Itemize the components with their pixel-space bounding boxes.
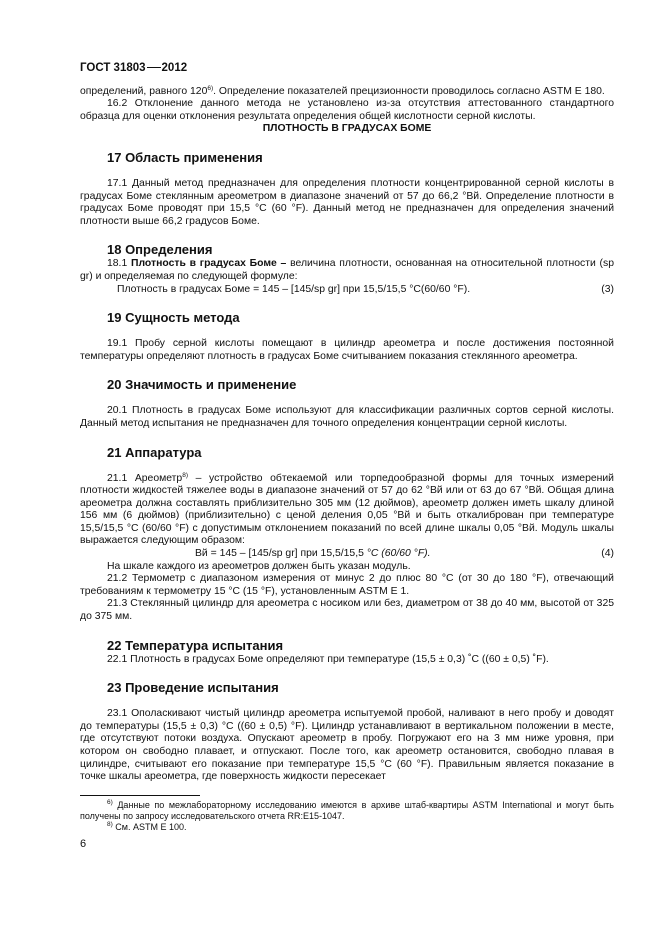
formula-4-text: Вй = 145 – [145/sp gr] при 15,5/15,5 °С (60/60 °F). [195, 548, 431, 560]
paragraph-20-1: 20.1 Плотность в градусах Боме используют для классификации различных сортов серной кислоты. Данный метод испытания не предназначен для точного определения концентрации серной кислоты. [80, 405, 614, 429]
footnote-divider [80, 795, 200, 796]
paragraph-17-1: 17.1 Данный метод предназначен для определения плотности концентрированной серной кислоты в градусах Боме стеклянным ареометром в диапазоне значений от 57 до 66,2 °Вй. Определение плотности в градусах Боме проводят при 15,5 °С (60 °F). Данный метод не предназначен для определения значений плотности выше 66,2 градусов Боме. [80, 177, 614, 227]
continued-paragraph: определений, равного 120$^{6)}$. Определение показателей прецизионности проводилось согласно ASTM E 180. [80, 84, 605, 97]
term-baume-density: Плотность в градусах Боме – [130, 258, 287, 270]
paragraph-18-1: 18.1 Плотность в градусах Боме – величина плотности, основанная на относительной плотности (sp gr) и определяемая по следующей формуле: [80, 258, 614, 282]
heading-23: 23 Проведение испытания [107, 680, 279, 696]
paragraph-21-2: 21.2 Термометр с диапазоном измерения от минус 2 до плюс 80 °С (от 30 до 180 °F), отвечающий требованиям к термометру 15 °С (15 °F), установленным ASTM E 1. [80, 573, 614, 597]
heading-17: 17 Область применения [107, 149, 263, 165]
footnote-8: $^{8)}$ См. ASTM E 100. [107, 820, 187, 832]
formula-4 [80, 548, 614, 561]
standard-number: ГОСТ 31803 [80, 62, 146, 74]
paragraph-22-1: 22.1 Плотность в градусах Боме определяют при температуре (15,5 ± 0,3) ˚С ((60 ± 0,5) ˚F). [107, 653, 549, 665]
paragraph-23-1: 23.1 Ополаскивают чистый цилиндр ареометра испытуемой пробой, наливают в него пробу и доводят до температуры (15,5 ± 0,3) °С ((60 ± 0,5) °F). Цилиндр устанавливают в вертикальном положении в месте, где отсутствуют потоки воздуха. Опускают ареометр в пробу. Погружают его на 3 мм ниже уровня, при котором он свободно плавает, и отпускают. После того, как ареометр остановится, свободно плавая в цилиндре, считывают его показание при температуре 15,5 °С (60 °F). Правильным является показание в точке шкалы ареометра, где поверхность жидкости пересекает [80, 708, 614, 783]
formula-3-number: (3) [601, 283, 614, 295]
heading-20: 20 Значимость и применение [107, 377, 297, 393]
footnote-ref-6: 6) [207, 84, 214, 92]
paragraph-19-1: 19.1 Пробу серной кислоты помещают в цилиндр ареометра и после достижения постоянной температуры определяют плотность в градусах Боме считыванием показания стеклянного ареометра. [80, 338, 614, 362]
page-number: 6 [80, 837, 87, 850]
paragraph-21-1-after: На шкале каждого из ареометров должен быть указан модуль. [107, 560, 411, 572]
section-title-baume: ПЛОТНОСТЬ В ГРАДУСАХ БОМЕ [262, 123, 432, 135]
page-header [80, 62, 614, 75]
paragraph-21-1: 21.1 Ареометр$^{8)}$ – устройство обтекаемой или торпедообразной формы для точных измерений плотности жидкостей тяжелее воды в диапазоне значений от 57 до 62 °Вй или от 63 до 67 °Вй. Общая длина ареометра должна составлять приблизительно 305 мм (12 дюймов), ареометр должен иметь шкалу длиной 156 мм (6 дюймов) (приблизительно) с ценой деления 0,05 °Вй и быть откалиброван при температуре 15,5/15,5 °С (60/60 °F) с допустимым отклонением показаний по всей длине шкалы 0,05 °Вй. Модуль шкалы выражается следующим образом: [80, 471, 614, 547]
formula-3 [80, 284, 614, 297]
paragraph-21-3: 21.3 Стеклянный цилиндр для ареометра с носиком или без, диаметром от 38 до 40 мм, высотой от 325 до 375 мм. [80, 598, 614, 623]
header-dash [147, 67, 161, 68]
heading-18: 18 Определения [107, 242, 213, 258]
paragraph-16-2: 16.2 Отклонение данного метода не установлено из-за отсутствия аттестованного стандартного образца для оценки отклонения результата определения общей кислотности серной кислоты. [80, 98, 614, 122]
formula-4-number: (4) [601, 548, 614, 560]
heading-19: 19 Сущность метода [107, 310, 240, 326]
footnote-6: $^{6)}$ Данные по межлабораторному исследованию имеются в архиве штаб-квартиры ASTM International и могут быть получены по запросу исследовательского отчета RR:E15-1047. [80, 798, 614, 821]
heading-22: 22 Температура испытания [107, 637, 284, 653]
footnote-ref-8: 8) [182, 471, 188, 479]
standard-year: 2012 [161, 62, 188, 74]
document-page [80, 62, 614, 850]
formula-3-text: Плотность в градусах Боме = 145 – [145/sp gr] при 15,5/15,5 °С(60/60 °F). [117, 283, 471, 295]
heading-21: 21 Аппаратура [107, 444, 202, 460]
